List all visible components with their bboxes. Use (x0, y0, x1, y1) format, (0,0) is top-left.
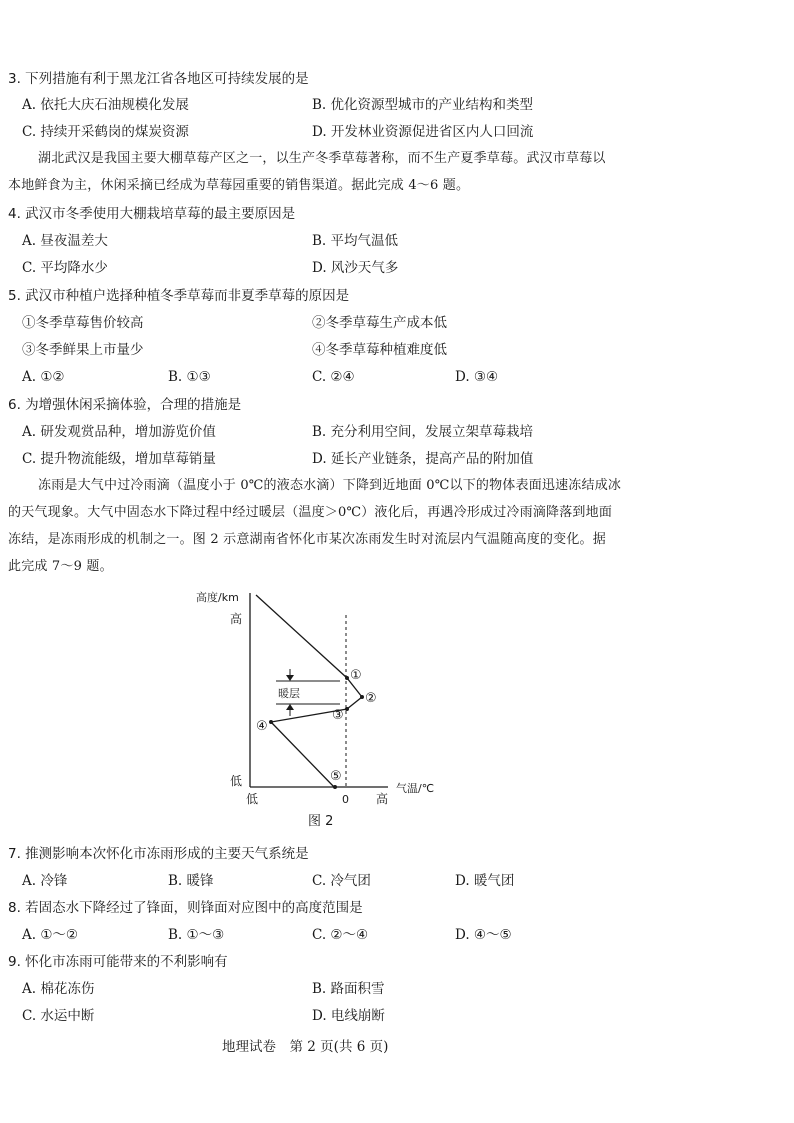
question-5-option-b: B. ①③ (168, 369, 211, 385)
point-5-label: ⑤ (330, 769, 342, 784)
question-5-stem: 5. 武汉市种植户选择种植冬季草莓而非夏季草莓的原因是 (8, 288, 350, 304)
question-3-option-b: B. 优化资源型城市的产业结构和类型 (312, 97, 534, 113)
warm-layer-bottom-arrowhead (286, 704, 294, 710)
question-7-option-d: D. 暖气团 (455, 873, 515, 889)
question-6-option-c: C. 提升物流能级，增加草莓销量 (22, 451, 216, 467)
point-1-label: ① (350, 668, 362, 683)
y-axis-label: 高度/km (196, 591, 239, 604)
point-2-dot (360, 695, 364, 699)
point-2-label: ② (365, 691, 377, 706)
question-9-option-a: A. 棉花冻伤 (22, 981, 95, 997)
question-5-option-d: D. ③④ (455, 369, 499, 385)
x-high-label: 高 (376, 792, 389, 806)
figure-caption: 图 2 (308, 814, 334, 829)
question-7-option-a: A. 冷锋 (22, 873, 68, 889)
passage-1-line-1: 湖北武汉是我国主要大棚草莓产区之一，以生产冬季草莓著称，而不生产夏季草莓。武汉市草莓以 (38, 151, 606, 166)
warm-layer-top-arrowhead (286, 675, 294, 681)
question-3-stem: 3. 下列措施有利于黑龙江省各地区可持续发展的是 (8, 71, 309, 87)
question-5-statement-3: ③冬季鲜果上市量少 (22, 342, 144, 358)
y-low-label: 低 (230, 774, 243, 788)
page-footer: 地理试卷 第 2 页(共 6 页) (222, 1039, 389, 1055)
point-3-dot (345, 707, 349, 711)
question-5-statement-2: ②冬季草莓生产成本低 (312, 315, 447, 331)
question-9-option-b: B. 路面积雪 (312, 981, 385, 997)
question-9-stem: 9. 怀化市冻雨可能带来的不利影响有 (8, 954, 228, 970)
point-4-label: ④ (256, 719, 268, 734)
y-high-label: 高 (230, 612, 243, 626)
question-9-option-d: D. 电线崩断 (312, 1008, 385, 1024)
question-4-option-a: A. 昼夜温差大 (22, 233, 108, 249)
figure-2-temperature-height-diagram (190, 585, 450, 830)
question-6-option-a: A. 研发观赏品种，增加游览价值 (22, 424, 216, 440)
question-5-option-a: A. ①② (22, 369, 65, 385)
passage-2-line-1: 冻雨是大气中过冷雨滴（温度小于 0℃的液态水滴）下降到近地面 0℃以下的物体表面迅速冻结成冰 (38, 478, 622, 493)
question-8-option-d: D. ④～⑤ (455, 927, 512, 943)
question-4-option-c: C. 平均降水少 (22, 260, 108, 276)
question-7-option-b: B. 暖锋 (168, 873, 214, 889)
question-9-option-c: C. 水运中断 (22, 1008, 95, 1024)
passage-2-line-4: 此完成 7～9 题。 (8, 559, 113, 574)
question-8-stem: 8. 若固态水下降经过了锋面，则锋面对应图中的高度范围是 (8, 900, 363, 916)
question-6-option-b: B. 充分利用空间，发展立架草莓栽培 (312, 424, 534, 440)
passage-1-line-2: 本地鲜食为主，休闲采摘已经成为草莓园重要的销售渠道。据此完成 4～6 题。 (8, 178, 470, 193)
question-5-option-c: C. ②④ (312, 369, 355, 385)
warm-layer-label: 暖层 (278, 687, 300, 700)
passage-2-line-2: 的天气现象。大气中固态水下降过程中经过暖层（温度＞0℃）液化后，再遇冷形成过冷雨滴降落到地面 (8, 505, 613, 520)
x-zero-label: 0 (342, 793, 349, 806)
question-8-option-a: A. ①～② (22, 927, 79, 943)
question-8-option-b: B. ①～③ (168, 927, 225, 943)
question-3-option-d: D. 开发林业资源促进省区内人口回流 (312, 124, 534, 140)
question-4-stem: 4. 武汉市冬季使用大棚栽培草莓的最主要原因是 (8, 206, 296, 222)
point-4-dot (269, 720, 273, 724)
question-7-option-c: C. 冷气团 (312, 873, 371, 889)
question-3-option-c: C. 持续开采鹤岗的煤炭资源 (22, 124, 189, 140)
question-8-option-c: C. ②～④ (312, 927, 369, 943)
question-6-stem: 6. 为增强休闲采摘体验，合理的措施是 (8, 397, 242, 413)
question-5-statement-4: ④冬季草莓种植难度低 (312, 342, 447, 358)
question-6-option-d: D. 延长产业链条，提高产品的附加值 (312, 451, 534, 467)
x-axis-label: 气温/℃ (396, 782, 435, 795)
question-5-statement-1: ①冬季草莓售价较高 (22, 315, 144, 331)
question-3-option-a: A. 依托大庆石油规模化发展 (22, 97, 189, 113)
question-7-stem: 7. 推测影响本次怀化市冻雨形成的主要天气系统是 (8, 846, 309, 862)
point-3-label: ③ (332, 708, 344, 723)
point-5-dot (333, 785, 337, 789)
passage-2-line-3: 冻结，是冻雨形成的机制之一。图 2 示意湖南省怀化市某次冻雨发生时对流层内气温随高度的变化。据 (8, 532, 606, 547)
x-low-label: 低 (246, 792, 259, 806)
point-1-dot (345, 676, 349, 680)
question-4-option-d: D. 风沙天气多 (312, 260, 399, 276)
question-4-option-b: B. 平均气温低 (312, 233, 399, 249)
